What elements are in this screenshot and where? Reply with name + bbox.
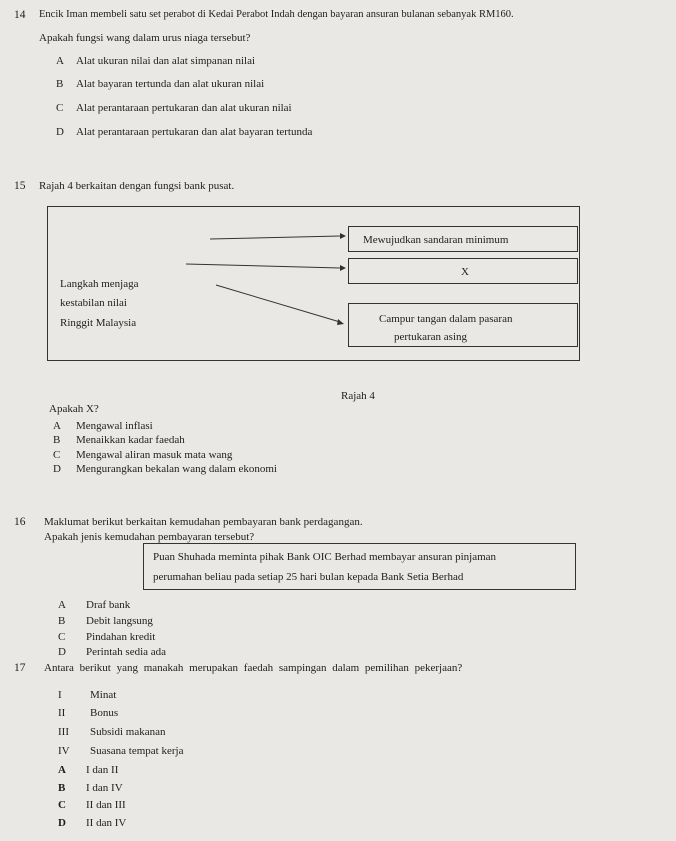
diagram-left-label-line: Langkah menjaga xyxy=(60,278,139,290)
item-roman: I xyxy=(58,689,62,701)
diagram-left-label-line: Ringgit Malaysia xyxy=(60,317,137,329)
option-letter: A xyxy=(53,420,61,432)
option-letter: D xyxy=(53,463,61,475)
item-text: Subsidi makanan xyxy=(90,726,166,738)
info-box xyxy=(143,543,576,590)
option-text: Alat perantaraan pertukaran dan alat bayaran tertunda xyxy=(76,126,313,138)
question-text: Apakah jenis kemudahan pembayaran tersebut? xyxy=(44,531,255,543)
option-letter: C xyxy=(58,799,66,811)
option-text: Mengawal inflasi xyxy=(76,420,153,432)
diagram-box-label: pertukaran asing xyxy=(394,331,467,343)
option-text: Alat perantaraan pertukaran dan alat ukuran nilai xyxy=(76,102,292,114)
diagram-caption: Rajah 4 xyxy=(341,390,375,402)
question-number: 15 xyxy=(14,180,26,192)
option-text: Debit langsung xyxy=(86,615,153,627)
info-line: Puan Shuhada meminta pihak Bank OIC Berhad membayar ansuran pinjaman xyxy=(153,551,497,563)
option-letter: C xyxy=(53,449,61,461)
question-stem: Maklumat berikut berkaitan kemudahan pembayaran bank perdagangan. xyxy=(44,516,363,528)
option-letter: B xyxy=(58,615,66,627)
option-letter: C xyxy=(58,631,66,643)
option-text: Perintah sedia ada xyxy=(86,646,167,658)
option-letter: B xyxy=(58,782,66,794)
option-letter: A xyxy=(58,764,66,776)
option-letter: C xyxy=(56,102,64,114)
option-text: Pindahan kredit xyxy=(86,631,156,643)
option-letter: B xyxy=(56,78,64,90)
option-letter: A xyxy=(56,55,64,67)
option-letter: A xyxy=(58,599,66,611)
option-text: I dan IV xyxy=(86,782,123,794)
item-roman: III xyxy=(58,726,69,738)
item-text: Suasana tempat kerja xyxy=(90,745,184,757)
option-text: Mengurangkan bekalan wang dalam ekonomi xyxy=(76,463,277,475)
question-number: 17 xyxy=(14,662,26,674)
diagram-box-x xyxy=(348,258,578,284)
item-roman: IV xyxy=(58,745,70,757)
diagram-left-label-line: kestabilan nilai xyxy=(60,297,127,309)
diagram-box-label: Campur tangan dalam pasaran xyxy=(379,313,513,325)
diagram-box-label: X xyxy=(461,266,469,278)
question-stem: Antara berikut yang manakah merupakan faedah sampingan dalam pemilihan pekerjaan? xyxy=(44,662,463,674)
question-text: Apakah X? xyxy=(49,403,99,415)
option-text: Draf bank xyxy=(86,599,131,611)
option-text: II dan III xyxy=(86,799,126,811)
option-text: Alat bayaran tertunda dan alat ukuran nilai xyxy=(76,78,265,90)
diagram-box-reserve xyxy=(348,226,578,252)
option-letter: D xyxy=(56,126,64,138)
item-roman: II xyxy=(58,707,66,719)
option-letter: D xyxy=(58,646,66,658)
option-text: Menaikkan kadar faedah xyxy=(76,434,185,446)
option-text: II dan IV xyxy=(86,817,127,829)
option-text: Alat ukuran nilai dan alat simpanan nilai xyxy=(76,55,256,67)
info-line: perumahan beliau pada setiap 25 hari bulan kepada Bank Setia Berhad xyxy=(153,571,464,583)
option-text: Mengawal aliran masuk mata wang xyxy=(76,449,233,461)
option-letter: D xyxy=(58,817,66,829)
question-number: 14 xyxy=(14,9,26,21)
question-text: Apakah fungsi wang dalam urus niaga tersebut? xyxy=(39,32,251,44)
diagram-box-label: Mewujudkan sandaran minimum xyxy=(363,234,509,246)
question-stem: Rajah 4 berkaitan dengan fungsi bank pusat. xyxy=(39,180,235,192)
option-text: I dan II xyxy=(86,764,119,776)
item-text: Bonus xyxy=(90,707,119,719)
question-number: 16 xyxy=(14,516,26,528)
item-text: Minat xyxy=(90,689,117,701)
option-letter: B xyxy=(53,434,61,446)
diagram-box-forex xyxy=(348,303,578,347)
question-stem: Encik Iman membeli satu set perabot di Kedai Perabot Indah dengan bayaran ansuran bulanan sebanyak RM160. xyxy=(39,9,514,20)
